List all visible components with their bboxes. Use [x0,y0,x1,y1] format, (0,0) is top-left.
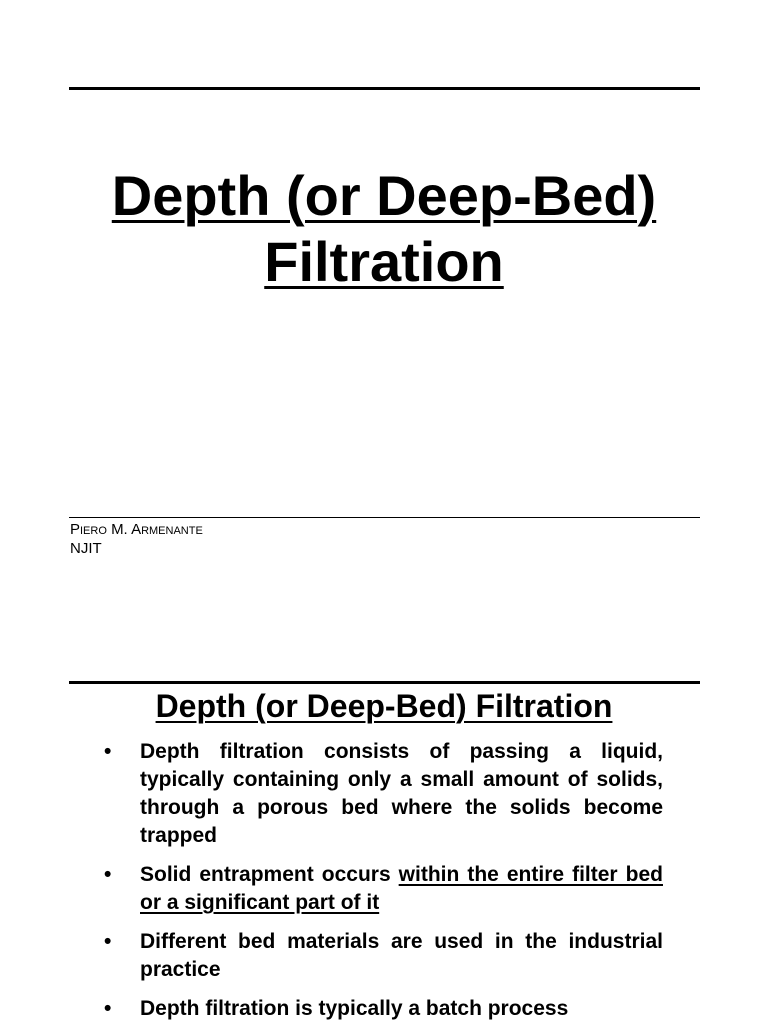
author-name: Piero M. Armenante [70,521,203,538]
bullet-icon: • [104,997,112,1020]
cover-title-line2: Filtration [264,230,504,293]
bullet-list [100,738,663,1024]
cover-title [60,163,708,295]
bullet-text: Solid entrapment occurs [140,863,399,886]
list-item [100,738,663,850]
top-divider [69,87,700,90]
bullet-text: Depth filtration consists of passing a liquid, typically containing only a small amount of solids, through a porous bed where the solids become trapped [140,740,663,847]
author-block [70,520,203,558]
slide2-top-divider [69,681,700,684]
author-divider [69,517,700,518]
list-item [100,928,663,984]
list-item [100,861,663,917]
slide2-title-text: Depth (or Deep-Bed) Filtration [155,688,613,724]
cover-title-line1: Depth (or Deep-Bed) [111,164,657,227]
bullet-icon: • [104,863,112,886]
bullet-text: Depth filtration is typically a batch process [140,997,569,1020]
slide2-title [60,686,708,726]
author-affiliation: NJIT [70,540,102,557]
bullet-text: Different bed materials are used in the industrial practice [140,930,663,981]
bullet-icon: • [104,740,112,763]
bullet-text-underlined: within the entire filter bed or a significant part of it [140,863,663,914]
bullet-icon: • [104,930,112,953]
list-item [100,995,663,1023]
